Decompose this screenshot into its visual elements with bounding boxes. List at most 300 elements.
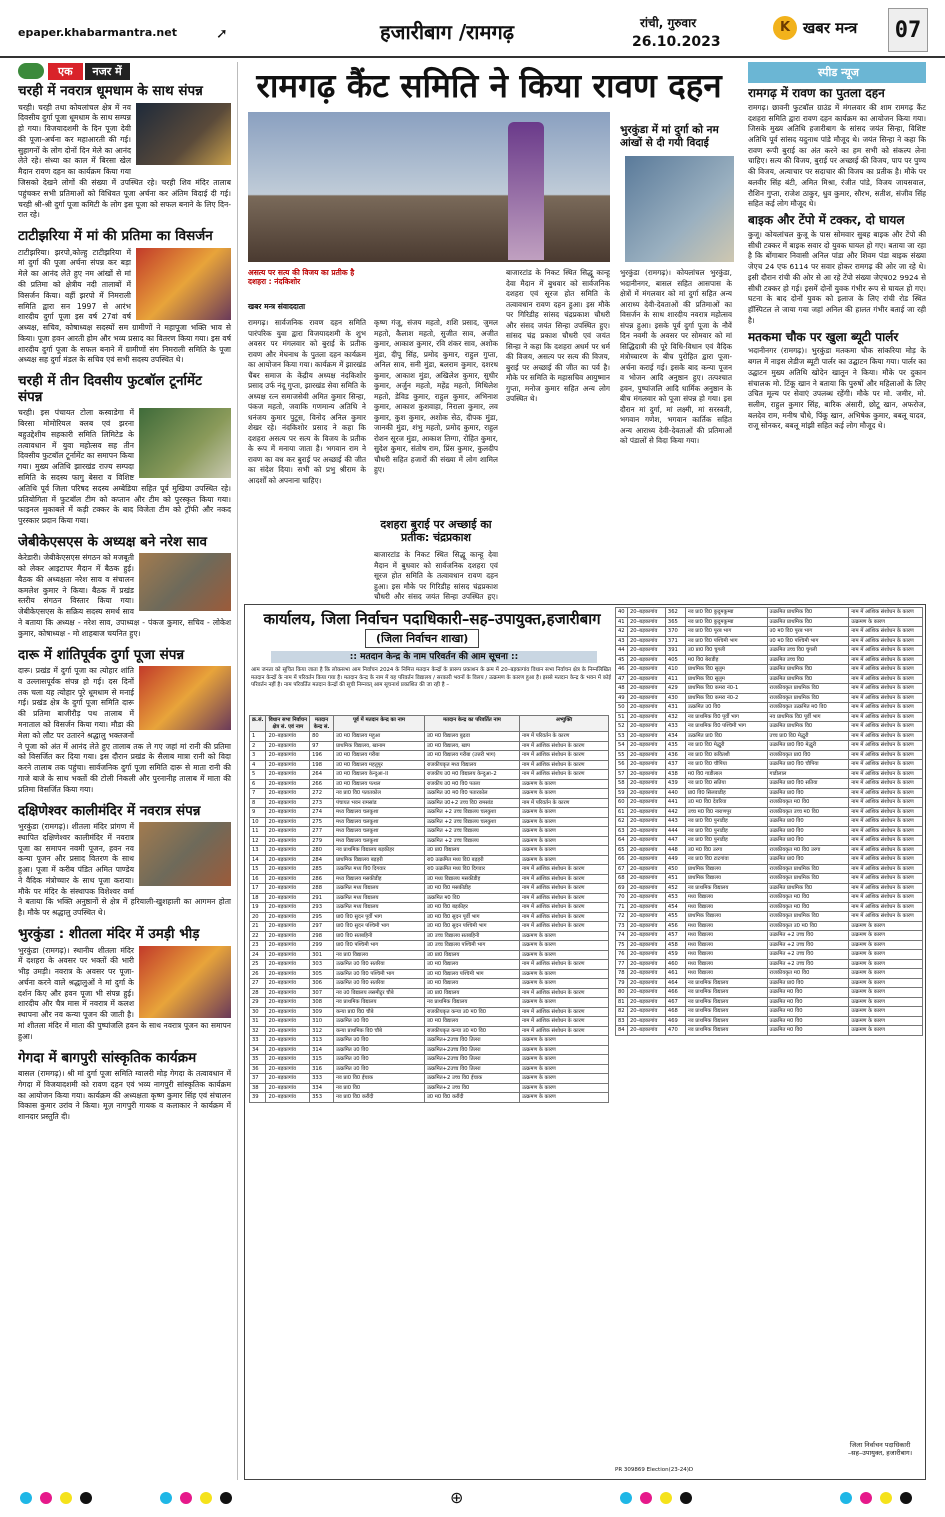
table-cell: उत्क्रमित प्राथमिक वि0 [767,674,849,684]
table-cell: 20–बड़कागांव [266,960,310,970]
table-cell: नव प्रा0 वि0 ईचाक [334,1074,425,1084]
table-cell: नव प्रा0 वि0 मेद्धुरी [685,741,767,751]
table-cell: 438 [665,769,685,779]
table-cell: 34 [250,1045,266,1055]
table-row [616,855,923,865]
table-cell: उत्क्रमित प्राथमिक वि0 [767,665,849,675]
table-cell: नाम में आंशिक संशोधन के कारण [849,864,923,874]
logo-text: खबर मन्त्र [803,19,858,37]
print-color-bar [0,1486,945,1510]
table-row [250,798,609,808]
table-cell: 20–बड़कागांव [266,1045,310,1055]
edition-date: 26.10.2023 [632,34,721,50]
table-cell: 20–बड़कागांव [266,1093,310,1103]
table-cell: 308 [310,998,334,1008]
news-story [748,87,926,210]
table-cell: 20–बड़कागांव [266,808,310,818]
table-cell: 466 [665,988,685,998]
table-cell: उत्क्रमित उ0 वि0 [334,1055,425,1065]
table-cell: 20–बड़कागांव [627,940,665,950]
table-cell: 314 [310,1045,334,1055]
table-cell: उ0 म0 विद्यालय गरीबा (उत्तरी भाग) [424,751,519,761]
table-cell: नव प्राथमिक विद्यालय [334,998,425,1008]
table-cell: 52 [616,722,628,732]
table-cell: 17 [250,884,266,894]
col-header: अभ्युक्ति [520,716,609,732]
table-row [250,960,609,970]
table-cell: 45 [616,655,628,665]
table-cell: नाम में आंशिक संशोधन के कारण [849,845,923,855]
table-cell: 20–बड़कागांव [627,1026,665,1036]
pr-number: PR 309869 Election(23-24)D [615,1467,694,1473]
table-row [250,789,609,799]
table-cell: नव प्राथमिक विद्यालय [424,998,519,1008]
table-cell: 371 [665,636,685,646]
story-body: टाटीझरिया। झरपो,कोल्हु टाटीझरिया में मां दुर्गा की पूजा अर्चना संपन्न कर बड़ा मेले का आनंद लेते हुए नम आंखों से मां की प्रतिमा को क्षेत्रीय नदी तालाबों में विसर्जन किया। वहीं झरपो में निमराली समिति द्वारा सन 1997 से आरंभ शारदीय दुर्गा पूजा इस वर्ष 27वां वर्ष अध्यक्ष, सचिव, कोषाध्यक्ष सदस्यों सम ग्रामीणों ने महापूजा भक्ति भाव से किया। पूजा हवन आरती होम और भव्य प्रसाद का वितरण किया गया। इस वर्ष शारदीय दुर्गा पूजा के सफल बनाने में ग्रामीणों संग निमराली समिति के पूजा अध्यक्ष सह दुर्गा मंडल के सचिव एवं सभी सदस्य उपस्थित थे। [18,247,231,365]
table-cell: उत्क्रमण के कारण [520,789,609,799]
table-cell: उ0 मध्य विद्यालय मसकीडीह [424,874,519,884]
table-row [616,874,923,884]
table-cell: 20–बड़कागांव [627,836,665,846]
table-row [616,997,923,1007]
col-header: क्र.सं. [250,716,266,732]
table-cell: 56 [616,760,628,770]
table-row [250,893,609,903]
table-cell: उत्क्रमित प्रा0 वि0 [767,836,849,846]
table-cell: 305 [310,969,334,979]
table-row [616,978,923,988]
logo-icon: K [773,16,797,40]
table-cell: उत्क्रमित प्रा0 वि0 [767,817,849,827]
table-cell: 20–बड़कागांव [266,846,310,856]
table-row [250,751,609,761]
table-row [250,855,609,865]
table-cell: मध्य विद्यालय [685,893,767,903]
table-cell: 25 [250,960,266,970]
table-cell: उत्क्रमित उ0 वि0 पश्चिमी भाग [334,969,425,979]
table-cell: 49 [616,693,628,703]
table-cell: 451 [665,874,685,884]
table-cell: उ0 म0 वि0 पश्चिमी भाग [767,636,849,646]
table-cell: उत्क्रमण के कारण [520,1055,609,1065]
table-cell: 26 [250,969,266,979]
table-cell: उत्क्रमित+2उच्च वि0 तिलरा [424,1045,519,1055]
table-cell: 470 [665,1026,685,1036]
table-row [616,788,923,798]
table-row [250,950,609,960]
table-cell: 20–बड़कागांव [627,826,665,836]
speed-news-banner: स्पीड न्यूज [748,62,926,83]
table-cell: नव प्रा0 वि0 कवितशी [685,750,767,760]
table-cell: पंचायत भवन रामसांड [334,798,425,808]
table-cell: 29 [250,998,266,1008]
table-cell: मध्य विद्यालय [685,969,767,979]
table-cell: उत्क्रमित प्राथमिक वि0 [767,617,849,627]
table-cell: नव प्रा0 वि0 पूरब भाग [685,627,767,637]
table-cell: राजकीयकृत म0 वि0 [767,902,849,912]
table-cell: मध्य विद्यालय चलकुशा [334,836,425,846]
story-photo [136,103,231,165]
table-cell: उत्क्रमण के कारण [849,1007,923,1017]
table-cell: नाम में आंशिक संशोधन के कारण [849,769,923,779]
story-headline: गेगदा में बागपुरी सांस्कृतिक कार्यक्रम [18,1049,197,1066]
table-cell: 20–बड़कागांव [266,988,310,998]
page-number: 07 [888,8,928,52]
table-cell: उत्क्रमण के कारण [520,808,609,818]
table-cell: नाम में आंशिक संशोधन के कारण [849,722,923,732]
main-story [244,62,734,602]
table-cell: 316 [310,1064,334,1074]
table-cell: 20–बड़कागांव [627,627,665,637]
table-cell: 79 [616,978,628,988]
table-cell: उत्क्रमित उ0 वि0 सतरिया [334,960,425,970]
table-cell: 9 [250,808,266,818]
table-cell: नाम में आंशिक संशोधन के कारण [849,855,923,865]
table-cell: राजकीयकृत प्राथमिक वि0 [767,864,849,874]
table-cell: 439 [665,779,685,789]
table-cell: उ0 म0 वि0 सुदन पूर्वी भाग [424,912,519,922]
color-dot [180,1492,192,1504]
table-row [616,845,923,855]
table-cell: 20–बड़कागांव [266,884,310,894]
table-cell: कन्या प्राथमिक वि0 चौबे [334,1026,425,1036]
color-dot [20,1492,32,1504]
table-cell: मध्य विद्यालय चलकुशा [334,817,425,827]
table-row [250,1083,609,1093]
table-cell: 315 [310,1055,334,1065]
table-cell: मध्य विद्यालय [685,921,767,931]
table-cell: प्राथमिक वि0 कमरा नं0-2 [685,693,767,703]
table-cell: 20–बड़कागांव [627,760,665,770]
table-cell: 285 [310,865,334,875]
table-cell: उत्क्रमित+2उच्च वि0 तिलरा [424,1036,519,1046]
table-cell: उत्क्रमण के कारण [849,959,923,969]
table-cell: 20–बड़कागांव [266,732,310,742]
effigy-shape [508,122,544,260]
table-row [616,817,923,827]
table-cell: 20–बड़कागांव [627,646,665,656]
table-cell: उ0 म0 वि0 देवरिया [685,798,767,808]
color-dot [660,1492,672,1504]
table-cell: उ0 म0 वि0 करौंदी [424,1093,519,1103]
story-column-3b: बाजारटांड के निकट स्थित सिद्धू कान्हू देवा मैदान में बुधवार को सार्वजनिक दशहरा एवं सूरज होत समिति के तत्वावधान रावण दहन हुआ। इस मौके पर गिरिडीह सांसद चंद्रप्रकाश चौधरी और संसद जयंत सिन्हा उपस्थित हुए। सांसद चंद्र प्रकाश चौधरी एवं जयंत सिन्हा ने कहा कि दशहरा अधर्म पर धर्म की विजय, असत्य पर सत्य की विजय, बुराई पर अच्छाई की जीत का पर्व है। मौके पर समिति के महासचिव आयुष्मान गुप्ता, मनोज कुमार सहित अन्य लोग उपस्थित थे। [506,268,610,403]
table-cell: 20–बड़कागांव [266,922,310,932]
table-cell: नव प्राथमिक विद्यालय [685,988,767,998]
table-cell: उत्क्रमित +2 उच्च विद्यालय चलकुशा [424,808,519,818]
table-row [250,1093,609,1103]
table-cell: उत्क्रमण के कारण [520,998,609,1008]
table-cell: उ0 म0 विद्यालय [424,1017,519,1027]
table-row [250,1017,609,1027]
table-row [616,798,923,808]
table-cell: 286 [310,874,334,884]
table-cell: मध्य विद्यालय [685,959,767,969]
table-cell: 63 [616,826,628,836]
table-row [616,655,923,665]
table-row [616,693,923,703]
table-cell: राजकीयकृत म0 वि0 [767,969,849,979]
table-cell: नव प्राथमिक वि0 पूर्वी भाग [685,712,767,722]
color-dot [160,1492,172,1504]
table-cell: उत्क्रमण के कारण [849,988,923,998]
table-cell: 432 [665,712,685,722]
table-row [616,760,923,770]
table-cell: उत्क्रमित प्रा0 वि0 चौपिया [767,760,849,770]
table-cell: 20–बड़कागांव [627,608,665,618]
table-cell: 20–बड़कागांव [266,1074,310,1084]
table-cell: 298 [310,931,334,941]
table-cell: 362 [665,608,685,618]
story-photo [139,553,231,611]
table-cell: मध्य विद्यालय चलकुशा [334,808,425,818]
table-cell: उ0 म0 विद्यालय महुआ [334,732,425,742]
table-cell: नव प्रा0 वि0 टाटगांवा [685,855,767,865]
table-cell: नाम में आंशिक संशोधन के कारण [520,912,609,922]
table-cell: नाम में आंशिक संशोधन के कारण [849,798,923,808]
table-cell: 58 [616,779,628,789]
table-cell: 60 [616,798,628,808]
table-cell: उ0 म0 विद्यालय [424,979,519,989]
table-cell: 33 [250,1036,266,1046]
table-cell: 84 [616,1026,628,1036]
table-cell: नाम में आंशिक संशोधन के कारण [849,712,923,722]
table-cell: नाम में आंशिक संशोधन के कारण [849,912,923,922]
table-cell: नव प्रा0 वि0 सतिया [685,779,767,789]
table-row [616,627,923,637]
table-row [616,950,923,960]
table-cell: 306 [310,979,334,989]
table-cell: उत्क्रमित +2 उच्च विद्यालय [424,836,519,846]
sub-headline: दशहरा बुराई पर अच्छाई का प्रतीक: चंद्रप्रकाश [380,518,492,545]
table-cell: 38 [250,1083,266,1093]
notice-table-2 [615,607,923,1036]
table-cell: 198 [310,760,334,770]
table-cell: उत्क्रमण के कारण [849,978,923,988]
table-cell: नाम में परिवर्तन के कारण [520,732,609,742]
table-cell: उत्क्रमित प्रा0 वि0 [685,731,767,741]
table-cell: रा0 उत्क्रमित मध्य वि0 दिगवार [424,865,519,875]
col-header: पूर्व में मतदान केन्द्र का नाम [334,716,425,732]
table-cell: उ0 म0 विद्यालय, खाप [424,741,519,751]
story-headline: जेबीकेएसएस के अध्यक्ष बने नरेश साव [18,533,208,550]
table-cell: नाम में आंशिक संशोधन के कारण [520,874,609,884]
election-notice [244,604,926,1480]
table-cell: उ0 प्रा0 वि0 चुगली [685,646,767,656]
table-cell: उच्च म0 वि0 नाराणपुर [685,807,767,817]
table-cell: 301 [310,950,334,960]
table-cell: 431 [665,703,685,713]
table-cell: नाम में आंशिक संशोधन के कारण [520,988,609,998]
table-cell: प्राथमिक वि0 कमरा नं0-1 [685,684,767,694]
table-cell: 20–बड़कागांव [266,903,310,913]
table-cell: नव प्रा0 वि0 पश्चिमी भाग [685,636,767,646]
table-cell: उ0 म0 विद्यालय महतुपुर [334,760,425,770]
table-cell: 447 [665,836,685,846]
table-cell: 443 [665,817,685,827]
table-cell: उ0 प्रा0 विद्यालय [424,988,519,998]
table-cell: 291 [310,893,334,903]
table-cell: 2 [250,741,266,751]
table-cell: 20–बड़कागांव [266,931,310,941]
table-cell: 20–बड़कागांव [627,712,665,722]
byline: खबर मन्त्र संवाददाता [248,302,306,311]
table-cell: 54 [616,741,628,751]
table-cell: उत्क्रमित प्रा0 वि0 [767,855,849,865]
table-cell: 20–बड़कागांव [266,836,310,846]
table-cell: 275 [310,817,334,827]
table-cell: 3 [250,751,266,761]
table-cell: 75 [616,940,628,950]
photo-caption: असत्य पर सत्य की विजय का प्रतीक है दशहरा : नंदकिशोर [248,268,355,287]
table-row [616,684,923,694]
color-dot [220,1492,232,1504]
notice-intro: आम जनता को सूचित किया जाता है कि लोकसभा आम निर्वाचन 2024 के निमित्त मतदान केन्द्रों के प्रारूप प्रकाशन के क्रम में 20–बड़कागांव विधान सभा निर्वाचन क्षेत्र के निम्नलिखित मतदान केन्द्रों के नाम में परिवर्तन किया गया है। मतदान केन्द्र के नाम में यह परिवर्तन विद्यालय / सरकारी भवनों के विलय / उत्क्रमण के कारण हुआ है। इससे मतदान केन्द्र के भवन में कोई परिवर्तन नहीं है। नाम परिवर्तित मतदान केन्द्रों की सूची निम्नवत् आम सूचनार्थ प्रकाशित की जा रही है – [251,667,611,689]
table-cell: उत्क्रमित+2उच्च वि0 तिलरा [424,1055,519,1065]
table-cell: उत्क्रमण के कारण [520,979,609,989]
table-row [616,912,923,922]
story-photo [139,666,231,730]
table-cell: 303 [310,960,334,970]
story-column-2: कृष्ण गंजू, संजय महतो, शशि प्रसाद, जुमल महतो, कैलाश महतो, सुजीत साव, अजीत कुमार, आकाश कुमार, रवि शंकर साव, अशोक मुंडा, दीपू सिंह, प्रमोद कुमार, राहुल गुप्ता, अनिल साव, सनी मुंडा, बलराम कुमार, दशरथ कुमार, आकाश मुंडा, अखिलेश कुमार, सुधीर कुमार, अर्जुन महतो, महेंद्र महतो, मिथिलेश महतो, डेविड कुमार, राहुल कुमार, अभिनाश कुमार, आकाश कुशवाहा, निराला कुमार, लव कुमार, कुश कुमार, अशोक सेठ, दीपक मुंडा, जानकी मुंडा, शंभु महतो, प्रमोद कुमार, राहुल रोशन सूरज मुंडा, आकाश तिग्गा, रोहित कुमार, सुदेश कुमार, संतोष राम, प्रिंस कुमार, कुलदीप चौधरी सहित हजारों की संख्या में लोग शामिल हुए। [374,318,498,474]
table-cell: 31 [250,1017,266,1027]
table-cell: 20–बड़कागांव [627,883,665,893]
table-cell: उत्क्रमित प्रा0 वि0 [767,788,849,798]
story-headline: भुरकुंडा : शीतला मंदिर में उमड़ी भीड़ [18,926,200,943]
table-cell: उत्क्रमित+2उच्च वि0 तिलरा [424,1064,519,1074]
table-cell: नाम में आंशिक संशोधन के कारण [520,865,609,875]
table-row [616,931,923,941]
masthead [0,0,945,58]
story-headline: बाइक और टेंपो में टक्कर, दो घायल [748,213,905,228]
table-cell: 20–बड़कागांव [627,978,665,988]
table-cell: 1 [250,732,266,742]
table-cell: 30 [250,1007,266,1017]
notice-table-1 [249,715,609,1103]
notice-title: कार्यालय, जिला निर्वाचन पदाधिकारी–सह–उपायुक्त,हजारीबाग [263,610,601,628]
table-header-row [250,716,609,732]
table-cell: 20–बड़कागांव [627,959,665,969]
table-cell: मध्य विद्यालय [685,931,767,941]
table-cell: उत्क्रमित मध्य वि0 दिगवार [334,865,425,875]
table-row [250,817,609,827]
table-row [616,807,923,817]
table-cell: उत्क्रमण के कारण [520,779,609,789]
table-cell: नाम में आंशिक संशोधन के कारण [849,836,923,846]
table-cell: नव प्राथमिक वि0 पूर्वी भाग [767,712,849,722]
table-cell: 310 [310,1017,334,1027]
table-cell: उत्क्रमित उ0 म0 वि0 पतारकोल [424,789,519,799]
table-row [250,998,609,1008]
table-cell: नाम में आंशिक संशोधन के कारण [520,903,609,913]
table-cell: 11 [250,827,266,837]
brand-logo [773,16,857,40]
table-cell: नाम में आंशिक संशोधन के कारण [849,665,923,675]
color-dot [900,1492,912,1504]
table-cell: 78 [616,969,628,979]
table-cell: 24 [250,950,266,960]
table-cell: उत्क्रमित +2 उच्च वि0 [767,950,849,960]
table-cell: राजकीयकृत मध्य विद्यालय [424,760,519,770]
table-cell: नाम में आंशिक संशोधन के कारण [849,693,923,703]
table-cell: 20–बड़कागांव [627,1016,665,1026]
main-headline: रामगढ़ कैंट समिति ने किया रावण दहन [256,66,722,105]
table-cell: 43 [616,636,628,646]
table-cell: प्राथमिक विद्यालय [685,864,767,874]
table-row [250,770,609,780]
table-cell: उ0 म0 विद्यालय गरीबा [334,751,425,761]
story-body: रामगढ़। छावनी फुटबॉल ग्राउंड में मंगलवार की शाम रामगढ़ कैंट दशहरा समिति द्वारा रावण दहन कार्यक्रम का आयोजन किया गया। जिसके मुख्य अतिथि हजारीबाग के सांसद जयंत सिन्हा, विशिष्ट अतिथि पूर्व सांसद यदुनाथ पांडे मौजूद थे। जयंत सिन्हा ने कहा कि रावण रूपी बुराई का अंत करने का हम सभी को संकल्प लेना चाहिए। सत्य की विजय, बुराई पर अच्छाई की विजय, पाप पर पुण्य की विजय, अत्याचार पर सदाचार की विजय का प्रतीक है। मौके पर बलवीर सिंह बंटी, अमित मिश्रा, रंजीत पांडे, विजय जायसवाल, रौशिन गुप्ता, राजेश ठाकुर, धुव कुमार, सौरभ, सतीश, संजीव सिंह सहित कई लोग मौजूद थे। [748,102,926,209]
table-cell: उत्क्रमण के कारण [520,931,609,941]
table-cell: मध्य विद्यालय चलकुशा [334,827,425,837]
table-cell: 48 [616,684,628,694]
tag-eye-icon [18,63,44,79]
table-cell: उ0 म0 वि0 पूरब भाग [767,627,849,637]
table-row [250,931,609,941]
table-cell: नाम में आंशिक संशोधन के कारण [520,884,609,894]
table-cell: प्रा0 वि0 पश्चिमी भाग [334,941,425,951]
story-photo [139,408,231,478]
table-cell: राजकीयकृत प्राथमिक वि0 [767,874,849,884]
table-cell: नाम में आंशिक संशोधन के कारण [849,874,923,884]
table-cell: 453 [665,893,685,903]
table-cell: उत्क्रमण के कारण [520,1064,609,1074]
table-cell: उत्क्रमित प्राथमिक वि0 [767,883,849,893]
table-cell: उत्क्रमित+2 उच्च वि0 [424,1083,519,1093]
table-cell: राजकीय उ0 म0 विद्यालय केन्दुआ–2 [424,770,519,780]
side-story-photo [625,156,734,262]
table-cell: 435 [665,741,685,751]
table-cell: उत्क्रमण के कारण [849,931,923,941]
site-url[interactable]: epaper.khabarmantra.net [18,26,177,39]
table-cell: 47 [616,674,628,684]
table-cell: नाम में आंशिक संशोधन के कारण [849,807,923,817]
table-cell: उत्क्रमित म0 वि0 [767,1026,849,1036]
table-cell: नव प्रा0 वि0 कुदुमकुम्बा [685,617,767,627]
table-cell: 6 [250,779,266,789]
table-cell: नव प्राथमिक विद्यालय [685,1016,767,1026]
story-column-3: बाजारटांड के निकट स्थित सिद्धू कान्हू देवा मैदान में बुधवार को सार्वजनिक दशहरा एवं सूरज होत समिति के तत्वावधान रावण दहन हुआ। इस मौके पर गिरिडीह सांसद चंद्रप्रकाश चौधरी और संसद जयंत सिन्हा उपस्थित हुए। [374,550,498,600]
table-cell: राजकीयकृत प्रा0 वि0 [767,750,849,760]
table-cell: नव प्रा0 वि0 पुनाडीह [685,826,767,836]
table-cell: 50 [616,703,628,713]
table-cell: उ0 म0 विद्यालय बुढ़वा [424,732,519,742]
table-cell: 20–बड़कागांव [266,1055,310,1065]
notice-signature [837,1441,923,1458]
table-cell: 62 [616,817,628,827]
news-story [18,804,231,920]
story-headline: चरही में तीन दिवसीय फुटबॉल टूर्नामेंट संपन्न [18,373,202,405]
table-row [616,636,923,646]
table-cell: उत्क्रमित म0 वि0 [767,1007,849,1017]
table-row [250,1026,609,1036]
table-row [250,884,609,894]
table-cell: नाम में आंशिक संशोधन के कारण [520,922,609,932]
table-cell: 20–बड़कागांव [627,931,665,941]
table-cell: 448 [665,845,685,855]
table-cell: उत्क्रमित म0 वि0 [767,1016,849,1026]
table-cell: नव प्राथमिक विद्यालय [685,978,767,988]
table-cell: 41 [616,617,628,627]
table-cell: 20–बड़कागांव [627,997,665,1007]
story-headline: दक्षिणेश्वर कालीमंदिर में नवरात्र संपन्न [18,802,201,819]
table-cell: उत्क्रमण के कारण [849,969,923,979]
table-row [250,779,609,789]
table-row [616,750,923,760]
table-cell: 312 [310,1026,334,1036]
table-cell: म0 वि0 गाडीलाल [685,769,767,779]
table-cell: 16 [250,874,266,884]
story-body: भुरकुंडा (रामगढ़)। स्थानीय शीतला मंदिर में दशहरा के अवसर पर भक्तों की भारी भीड़ उमड़ी। नवरात्र के अवसर पर पूजा-अर्चना करने वाले श्रद्धालुओं ने मां दुर्गा के दर्शन किए और हवन पूजा भी संपन्न हुई। शारदीय और चैत्र मास में नवरात्र में कलश स्थापना और नव कन्या पूजन की जाती है। मां शीतला मंदिर में माता की पुष्पांजलि हवन के साथ नवरात्र पूजन का समापन हुआ। [18,945,231,1041]
